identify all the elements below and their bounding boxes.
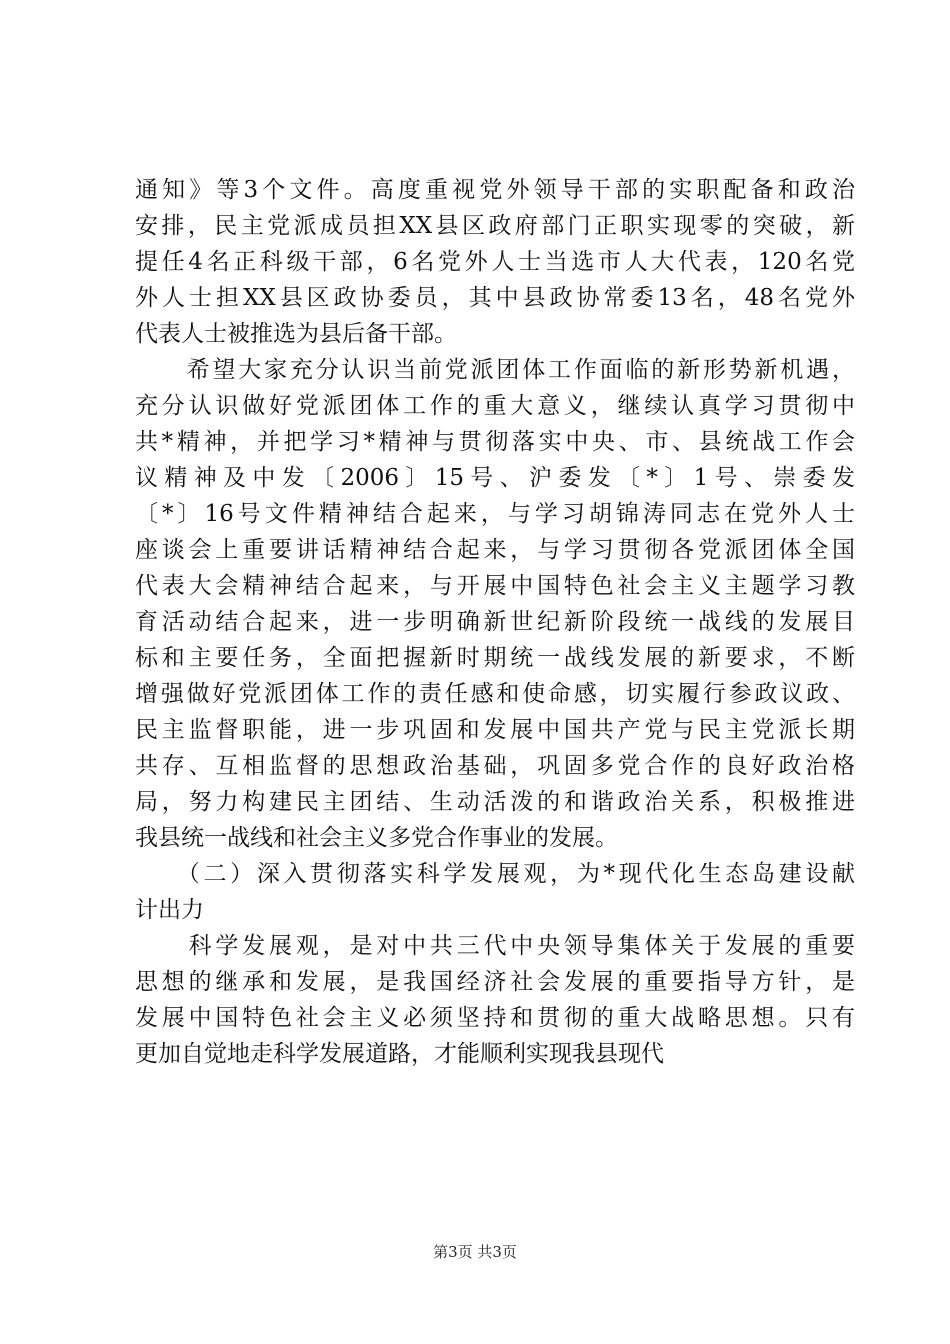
text-line: 标和主要任务，全面把握新时期统一战线发展的新要求，不断 <box>135 645 855 671</box>
text-line: 外人士担XX县区政协委员，其中县政协常委13名，48名党外 <box>135 285 855 311</box>
text-line: 共存、互相监督的思想政治基础，巩固多党合作的良好政治格 <box>135 753 855 779</box>
text-line: 提任4名正科级干部，6名党外人士当选市人大代表，120名党 <box>135 249 855 275</box>
text-line: 议精神及中发〔2006〕15号、沪委发〔*〕1号、崇委发 <box>135 465 855 491</box>
text-line: 增强做好党派团体工作的责任感和使命感，切实履行参政议政、 <box>135 681 855 707</box>
text-line: 〔*〕16号文件精神结合起来，与学习胡锦涛同志在党外人士 <box>135 501 855 527</box>
text-line: 科学发展观，是对中共三代中央领导集体关于发展的重要 <box>135 933 855 959</box>
text-line: 通知》等3个文件。高度重视党外领导干部的实职配备和政治 <box>135 177 855 203</box>
section-heading: （二）深入贯彻落实科学发展观，为*现代化生态岛建设献 <box>135 861 855 887</box>
text-line: 座谈会上重要讲话精神结合起来，与学习贯彻各党派团体全国 <box>135 537 855 563</box>
text-line: 民主监督职能，进一步巩固和发展中国共产党与民主党派长期 <box>135 717 855 743</box>
text-line: 希望大家充分认识当前党派团体工作面临的新形势新机遇， <box>135 357 855 383</box>
page-number-footer: 第3页 共3页 <box>433 1243 517 1261</box>
text-line: 代表大会精神结合起来，与开展中国特色社会主义主题学习教 <box>135 573 855 599</box>
section-heading: 计出力 <box>135 897 204 923</box>
text-line: 安排，民主党派成员担XX县区政府部门正职实现零的突破，新 <box>135 213 855 239</box>
text-line: 代表人士被推选为县后备干部。 <box>135 321 457 347</box>
text-line: 充分认识做好党派团体工作的重大意义，继续认真学习贯彻中 <box>135 393 855 419</box>
text-line: 思想的继承和发展，是我国经济社会发展的重要指导方针，是 <box>135 969 855 995</box>
text-line: 局，努力构建民主团结、生动活泼的和谐政治关系，积极推进 <box>135 789 855 815</box>
text-line: 共*精神，并把学习*精神与贯彻落实中央、市、县统战工作会 <box>135 429 855 455</box>
text-line: 育活动结合起来，进一步明确新世纪新阶段统一战线的发展目 <box>135 609 855 635</box>
text-line: 更加自觉地走科学发展道路，才能顺利实现我县现代 <box>135 1041 664 1067</box>
body-text <box>135 172 855 1072</box>
text-line: 我县统一战线和社会主义多党合作事业的发展。 <box>135 825 618 851</box>
text-line: 发展中国特色社会主义必须坚持和贯彻的重大战略思想。只有 <box>135 1005 855 1031</box>
